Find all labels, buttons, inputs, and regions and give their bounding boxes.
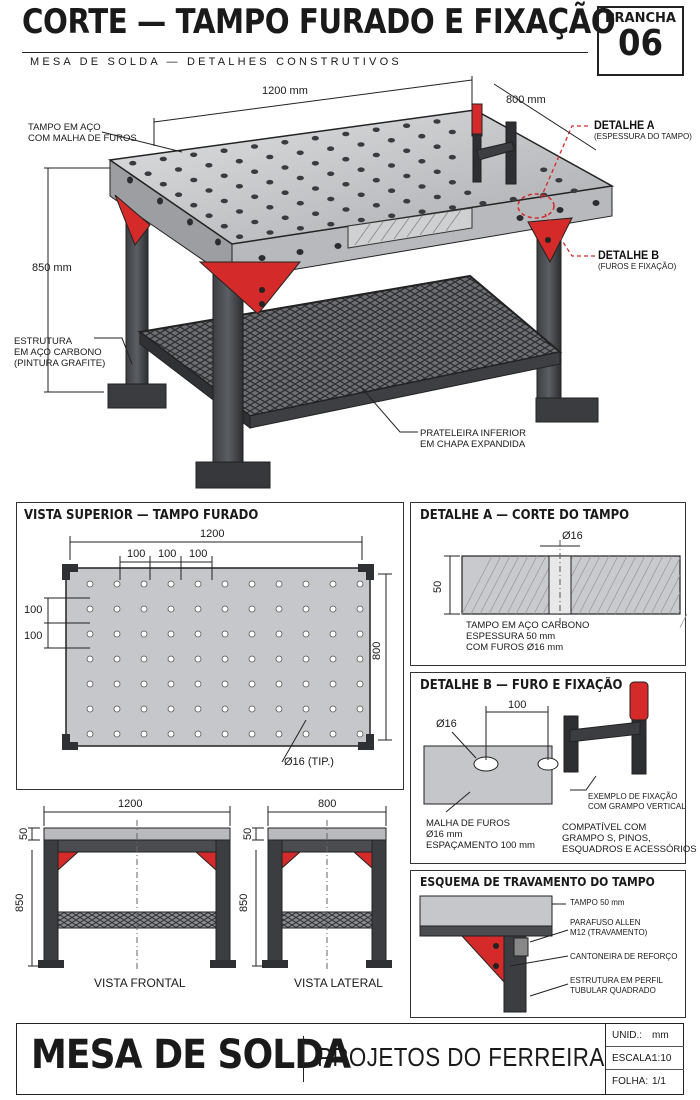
locking-note-structure: ESTRUTURA EM PERFIL TUBULAR QUADRADO	[570, 976, 663, 995]
side-spacing-dim-2: 100	[24, 630, 43, 642]
sheet-number: 06	[617, 23, 664, 64]
locking-title: ESQUEMA DE TRAVAMENTO DO TAMPO	[420, 875, 655, 889]
side-thickness-dim: 50	[242, 827, 254, 840]
detail-b-callout: DETALHE B (FUROS E FIXAÇÃO)	[598, 248, 677, 271]
front-length-dim: 1200	[118, 798, 143, 810]
title-block-divider	[303, 1036, 304, 1082]
iso-height-dim: 850 mm	[32, 262, 72, 274]
locking-gusset	[462, 936, 504, 982]
spacing-dim-3: 100	[189, 548, 208, 560]
front-view-label: VISTA FRONTAL	[94, 976, 186, 990]
spacing-dim-2: 100	[158, 548, 177, 560]
detail-a-note: TAMPO EM AÇO CARBONO ESPESSURA 50 mm COM FUROS Ø16 mm	[466, 620, 590, 653]
side-spacing-dim-1: 100	[24, 604, 43, 616]
front-thickness-dim: 50	[18, 827, 30, 840]
sheet-label: PRANCHA	[605, 11, 676, 26]
title-block-meta	[605, 1024, 684, 1094]
detail-a-callout: DETALHE A (ESPESSURA DO TAMPO)	[594, 118, 692, 141]
label-structure: ESTRUTURA EM AÇO CARBONO (PINTURA GRAFITE)	[14, 336, 106, 369]
detail-b-mesh-note: MALHA DE FUROS Ø16 mm ESPAÇAMENTO 100 mm	[426, 818, 535, 851]
detail-a-title: DETALHE A — CORTE DO TAMPO	[420, 508, 630, 523]
side-width-dim: 800	[318, 798, 337, 810]
scale-value: 1:10	[652, 1052, 672, 1064]
product-name: MESA DE SOLDA	[31, 1032, 351, 1078]
unit-label: UNID.:	[612, 1029, 642, 1041]
locking-note-bolt: PARAFUSO ALLEN M12 (TRAVAMENTO)	[570, 918, 648, 937]
detail-b-compat-note: COMPATÍVEL COM GRAMPO S, PINOS, ESQUADROS E ACESSÓRIOS	[562, 822, 697, 855]
title-block	[16, 1023, 684, 1095]
iso-width-dim: 800 mm	[506, 94, 546, 106]
iso-length-dim: 1200 mm	[262, 85, 308, 97]
locking-note-top: TAMPO 50 mm	[570, 898, 625, 907]
label-shelf: PRATELEIRA INFERIOR EM CHAPA EXPANDIDA	[420, 428, 526, 450]
detail-b-clamp-note: EXEMPLO DE FIXAÇÃO COM GRAMPO VERTICAL	[588, 792, 686, 811]
detail-b-spacing-dim: 100	[508, 699, 527, 711]
detail-b-title: DETALHE B — FURO E FIXAÇÃO	[420, 678, 623, 693]
sheet-page-value: 1/1	[652, 1075, 666, 1087]
top-view-length-dim: 1200	[200, 528, 225, 540]
side-view-label: VISTA LATERAL	[294, 976, 383, 990]
top-view-width-dim: 800	[371, 641, 383, 660]
spacing-dim-1: 100	[127, 548, 146, 560]
detail-a-thickness-dim: 50	[432, 580, 444, 593]
label-top-steel: TAMPO EM AÇO COM MALHA DE FUROS	[28, 122, 137, 144]
page-subtitle: MESA DE SOLDA — DETALHES CONSTRUTIVOS	[30, 56, 402, 68]
locking-note-gusset: CANTONEIRA DE REFORÇO	[570, 952, 678, 961]
hole-typ-label: Ø16 (TIP.)	[284, 756, 334, 768]
project-name: PROJETOS DO FERREIRA	[317, 1042, 605, 1072]
detail-a-hole-dim: Ø16	[562, 530, 583, 542]
side-height-dim: 850	[238, 893, 250, 912]
detail-b-hole-dim: Ø16	[436, 718, 457, 730]
top-view-title: VISTA SUPERIOR — TAMPO FURADO	[24, 508, 259, 523]
page-title: CORTE — TAMPO FURADO E FIXAÇÃO	[22, 2, 616, 42]
scale-label: ESCALA:	[612, 1052, 655, 1064]
front-height-dim: 850	[14, 893, 26, 912]
unit-value: mm	[652, 1029, 669, 1041]
sheet-page-label: FOLHA:	[612, 1075, 649, 1087]
